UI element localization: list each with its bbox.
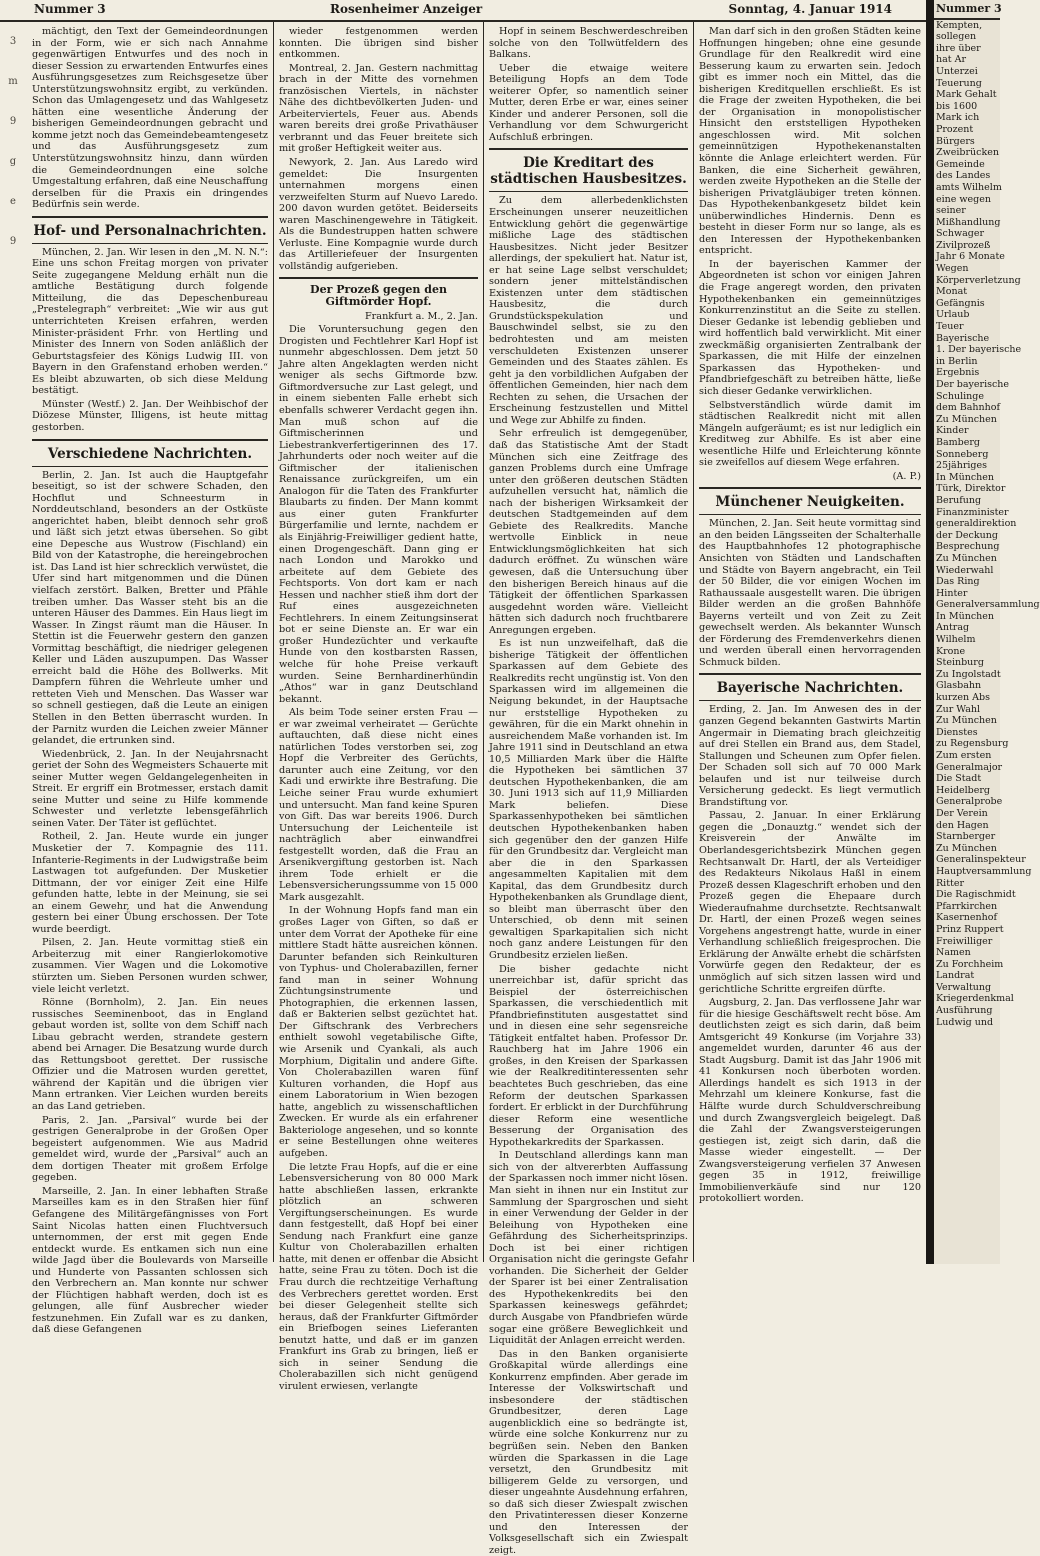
section-rule xyxy=(32,216,268,218)
section-rule xyxy=(32,466,268,467)
article-text: Ueber die etwaige weitere Beteiligung Hopfs an dem Tode weiterer Opfer, so namentlich seiner Mutter, deren Erbe er war, eines seiner Kinder und anderer Personen, soll die Verhandlung vor dem Schwurgericht Aufschluß erbringen. xyxy=(489,62,688,143)
article-text: München, 2. Jan. Wir lesen in den „M. N. N.“: Eine uns schon Freitag morgen von privater Seite zugegangene Meldung erhält nun die amtliche Bestätigung durch folgende Mitteilung, die das Depeschenbureau „Prestelegraph“ verbreitet: „Wie wir aus gut unterrichteten Kreisen erfahren, werden Minister-präsident Frhr. von Hertling und Minister des Innern von Soden anläßlich der Geburtstagsfeier des Königs Ludwig III. von Bayern in den Grafenstand erhoben werden.“ Es bleibt abzuwarten, ob sich diese Meldung bestätigt. xyxy=(32,246,268,397)
adjacent-page-line: Hinter xyxy=(936,587,968,599)
article-text: Rönne (Bornholm), 2. Jan. Ein neues russisches Seeminenboot, das in England gebaut worden ist, sollte von dem Schiff nach Libau gebracht werden, strandete gestern abend bei Arnager. Die Besatzung wurde durch das Rettungsboot gerettet. Der russische Offizier und die Matrosen wurden gerettet, während der Kapitän und die übrigen vier Mann ertranken. Vier Leichen wurden bereits an das Land getrieben. xyxy=(32,997,268,1113)
adjacent-page-line: seiner xyxy=(936,205,966,217)
adjacent-page-line: Zu München xyxy=(936,715,997,727)
adjacent-page-line: Schulinge xyxy=(936,390,984,402)
margin-mark: e xyxy=(10,196,16,207)
adjacent-page-line: Wilhelm xyxy=(936,634,976,646)
section-heading-misc-news: Verschiedene Nachrichten. xyxy=(47,445,253,462)
column-divider xyxy=(483,22,484,1262)
article-heading-hopf-trial: Der Prozeß gegen den Giftmörder Hopf. xyxy=(310,283,447,309)
article-text: Zu dem allerbedenklichsten Erscheinungen unserer neuzeitlichen Entwicklung gehört die gegenwärtige mißliche Lage des städtischen Hausbesitzes. Nicht jeder Besitzer allerdings, der spekuliert hat. Natur ist, er hat seine Lage selbst verschuldet; sondern jener mittelständischen Existenzen unter dem städtischen Hausbesitz, die durch Grundstückspekulation und Bauschwindel selbst, sie zu den bedrohtesten und am meisten verschuldeten Existenzen unserer Gemeinden und des Staates zählen. Es geht ja den vorbildlichen Aufgaben der öffentlichen Gemeinden, hier nach dem Rechten zu sehen, die Ursachen der Erscheinung festzustellen und Mittel und Wege zur Abhilfe zu finden. xyxy=(489,195,688,426)
adjacent-page-line: Teuer xyxy=(936,321,964,333)
adjacent-page-line: Heidelberg xyxy=(936,784,991,796)
adjacent-page-line: Besprechung xyxy=(936,541,1000,553)
adjacent-page-line: In München xyxy=(936,471,995,483)
adjacent-page-line: Dienstes xyxy=(936,726,978,738)
article-text: Als beim Tode seiner ersten Frau — er war zweimal verheiratet — Gerüchte auftauchten, daß diese nicht eines natürlichen Todes verstorben sei, zog Hopf die Verbreiter des Gerüchts, darunter auch eine Zeitung, vor den Kadi und erwirkte ihre Bestrafung. Die Leiche seiner Frau wurde exhumiert und untersucht. Man fand keine Spuren von Gift. Das war bereits 1906. Durch Untersuchung der Leichenteile ist nachträglich aber einwandfrei festgestellt worden, daß die Frau an Arsenikvergiftung gestorben ist. Nach ihrem Tode erhielt er die Lebensversicherungssumme von 15 000 Mark ausgezahlt. xyxy=(279,707,478,903)
adjacent-page-line: Zur Wahl xyxy=(936,703,981,715)
adjacent-page-line: Zu München xyxy=(936,552,997,564)
adjacent-page-line: in Berlin xyxy=(936,355,978,367)
column-1 xyxy=(32,26,268,1336)
adjacent-page-line: Generalprobe xyxy=(936,796,1003,808)
adjacent-page-line: Zum ersten xyxy=(936,750,992,761)
adjacent-page-line: In München xyxy=(936,610,995,622)
adjacent-page-line: Generalmajor xyxy=(936,761,1003,773)
article-text: Selbstverständlich würde damit im städtischen Realkredit nicht mit allen Mängeln aufgeräumt; es ist nur lediglich ein Kreditweg zur Abhilfe. Es ist aber eine wesentliche Hilfe und Erleichterung könnte sie zweifellos auf diesem Wege erfahren. xyxy=(699,399,921,469)
margin-mark: 9 xyxy=(9,236,17,247)
section-heading-court-news: Hof- und Personalnachrichten. xyxy=(33,222,267,239)
section-rule xyxy=(32,439,268,441)
article-text: In der Wohnung Hopfs fand man ein großes Lager von Giften, so daß er unter dem Vorrat der Apotheke für eine mittlere Stadt hätte ausreichen können. Darunter befanden sich Reinkulturen von Typhus- und Cholerabazillen, ferner fand man in seiner Wohnung Züchtungsinstrumente und Photographien, die erkennen lassen, daß er Bakterien selbst gezüchtet hat. Der Giftschrank des Verbrechers enthielt sowohl vegetabilische Gifte, wie Arsenik und Cyankali, als auch Morphium, Digitalin und andere Gifte. Von Cholerabazillen waren fünf Kulturen vorhanden, die Hopf aus einem Laboratorium in Wien bezogen hatte, angeblich zu wissenschaftlichen Zwecken. Er wurde als ein erfahrener Bakteriologe angesehen, und so konnte er seine Bestellungen ohne weiteres aufgeben. xyxy=(279,905,478,1159)
adjacent-page-line: Landrat xyxy=(936,970,975,982)
article-text: wieder festgenommen werden konnten. Die übrigen sind bisher entkommen. xyxy=(279,26,478,61)
adjacent-page-line: hat Ar xyxy=(936,54,967,66)
adjacent-page-line: Bayerische xyxy=(936,332,990,344)
adjacent-page-line: dem Bahnhof xyxy=(936,402,1000,414)
adjacent-page-line: Sonneberg xyxy=(936,448,989,460)
issue-number: Nummer 3 xyxy=(34,2,106,16)
column-divider xyxy=(693,22,694,1262)
margin-mark: 9 xyxy=(9,116,17,127)
adjacent-page-line: Zivilprozeß xyxy=(936,239,991,251)
binding-margin-strip xyxy=(0,22,26,1264)
adjacent-page-line: 25jähriges xyxy=(936,460,987,472)
adjacent-page-line: Urlaub xyxy=(936,309,970,321)
adjacent-page-line: Berufung xyxy=(936,494,982,506)
adjacent-page-line: 1. Der bayerische xyxy=(936,344,1022,356)
masthead xyxy=(0,0,930,22)
adjacent-page-line: Mark ich xyxy=(936,112,980,124)
adjacent-page-line: bis 1600 xyxy=(936,100,978,112)
adjacent-page-line: Monat xyxy=(936,286,968,298)
article-text: Die bisher gedachte nicht unerreichbar ist, dafür spricht das Beispiel der österreichischen Sparkassen, die verschiedentlich mit Pfandbriefinstituten ausgestattet sind und in diesen eine sehr segensreiche Tätigkeit entfaltet haben. Professor Dr. Rauchberg hat im Jahre 1906 ein großes, in den Kreisen der Sparkassen wie der Realkreditinteressenten sehr beachtetes Buch geschrieben, das eine Reform der deutschen Sparkassen fordert. Er erblickt in der Durchführung dieser Reform eine wesentliche Besserung der Organisation des Hypothekarkredits der Sparkassen. xyxy=(489,963,688,1148)
adjacent-page-line: Zweibrücken xyxy=(936,147,999,159)
adjacent-page-line: Hauptversammlung xyxy=(936,865,1032,877)
article-text: Wiedenbrück, 2. Jan. In der Neujahrsnacht geriet der Sohn des Wegmeisters Schauerte mit seiner Mutter wegen Geldangelegenheiten in Streit. Er ergriff ein Brotmesser, erstach damit seine Mutter und seine zu Hilfe kommende Schwester und verletzte lebensgefährlich seinen Vater. Der Täter ist geflüchtet. xyxy=(32,748,268,829)
article-text: Sehr erfreulich ist demgegenüber, daß das Statistische Amt der Stadt München sich eine Zeitfrage des ganzen Problems durch eine Umfrage unter den größeren deutschen Städten aufzuhellen versucht hat, nämlich die nach der bisherigen Wirksamkeit der deutschen Stadtgemeinden auf dem Gebiete des Realkredits. Manche wertvolle Einblick in neue Entwicklungsmöglichkeiten hat sich dadurch eröffnet. Zu wünschen wäre gewesen, daß die Untersuchung über den bisherigen Bereich hinaus auf die Tätigkeit der öffentlichen Sparkassen ausgedehnt worden wäre. Vielleicht hätten sich dadurch noch fruchtbarere Anregungen ergeben. xyxy=(489,428,688,636)
adjacent-page-line: Kempten, xyxy=(936,19,983,31)
article-text: Die Voruntersuchung gegen den Drogisten und Fechtlehrer Karl Hopf ist nunmehr abgeschlossen. Dem jetzt 50 Jahre alten Angeklagten werden nicht weniger als sechs Giftmorde bzw. Giftmordversuche zur Last gelegt, und in einem siebenten Falle erhebt sich ebenfalls schwerer Verdacht gegen ihn. Man muß schon auf die Giftmischerinnen und Liebestrankverfertigerinnen des 17. Jahrhunderts oder noch weiter auf die Giftmischer der italienischen Renaissance zurückgreifen, um ein Analogon für die Taten des Frankfurter Blaubarts zu finden. Der Mann kommt aus einer guten Frankfurter Bürgerfamilie und lernte, nachdem er als Einjährig-Freiwilliger gedient hatte, einen Drogengeschäft. Dann ging er nach London und Marokko und arbeitete auf dem Gebiete des Fechtsports. Von dort kam er nach Hessen und nachher stieß ihm dort der Ruf eines ausgezeichneten Fechtlehrers. In einem Zeitungsinserat bot er seine Dienste an. Er war ein großer Hundezüchter und verkaufte Hunde von den kostbarsten Rassen, welche für hohe Preise verkauft wurden. Seine Bernhardinerhündin „Athos“ war in ganz Deutschland bekannt. xyxy=(279,324,478,705)
section-rule xyxy=(279,277,478,279)
section-rule xyxy=(489,191,688,192)
adjacent-page-line: Mark Gehalt xyxy=(936,89,997,101)
adjacent-page-line: Das Ring xyxy=(936,576,980,588)
article-text: Augsburg, 2. Jan. Das verflossene Jahr war für die hiesige Geschäftswelt recht böse. Am deutlichsten zeigt es sich darin, daß beim Amtsgericht 49 Konkurse (im Vorjahre 33) angemeldet wurden, darunter 46 aus der Stadt Augsburg. Damit ist das Jahr 1906 mit 41 Konkursen noch überboten worden. Allerdings handelt es sich 1913 in der Mehrzahl um kleinere Konkurse, fast die Hälfte wurde durch Schuldverschreibung und durch Zwangsvergleich beigelegt. Daß die Zahl der Zwangsversteigerungen gestiegen ist, zeigt sich darin, daß die Masse wieder eingestellt. — Der Zwangsversteigerung verfielen 37 Anwesen gegen 35 in 1912, freiwillige Immobilienverkäufe sind nur 120 protokolliert worden. xyxy=(699,997,921,1205)
adjacent-page-line: den Hagen xyxy=(936,819,989,831)
adjacent-page-line: Kinder xyxy=(936,425,969,437)
article-text: In der bayerischen Kammer der Abgeordneten ist schon vor einigen Jahren die Frage angeregt worden, den privaten Hypothekenbanken ein gemeinnütziges Konkurrenzinstitut an die Seite zu stellen. Dieser Gedanke ist lebendig geblieben und wird hoffentlich bald verwirklicht. Mit einer zweckmäßig organisierten Zentralbank der Sparkassen, die mit Hilfe der einzelnen Sparkassen das Hypotheken- und Pfandbriefgeschäft zu betreiben hätte, ließe sich dieser Gedanke verwirklichen. xyxy=(699,258,921,397)
adjacent-page-line: Antrag xyxy=(936,622,970,634)
adjacent-page-line: ihre über xyxy=(936,42,981,54)
adjacent-page-line: zu Regensburg xyxy=(936,738,1009,750)
adjacent-page-line: Zu München xyxy=(936,842,997,854)
adjacent-page-line: Freiwilliger xyxy=(936,935,993,947)
adjacent-page-line: Kasernenhof xyxy=(936,912,998,924)
adjacent-page-line: des Landes xyxy=(936,170,991,182)
adjacent-page-line: Generalversammlung xyxy=(936,599,1040,611)
article-text: München, 2. Jan. Seit heute vormittag sind an den beiden Längsseiten der Schalterhalle des Hauptbahnhofes 12 photographische Ansichten von Städten und Landschaften und Städte von Bayern angebracht, ein Teil der 50 Bilder, die vor einigen Wochen im Rathaussaale ausgestellt waren. Die übrigen Bilder werden an die großen Bahnhöfe Bayerns verteilt und von Zeit zu Zeit gewechselt werden. Als bekannter Wunsch der Förderung des Fremdenverkehrs dienen und werden überall einen hervorragenden Schmuck bilden. xyxy=(699,518,921,668)
adjacent-page-line: Starnberger xyxy=(936,831,996,843)
adjacent-page-line: Prozent xyxy=(936,123,974,135)
adjacent-page-line: amts Wilhelm xyxy=(936,181,1002,193)
article-text: Münster (Westf.) 2. Jan. Der Weihbischof der Diözese Münster, Illigens, ist heute mittag gestorben. xyxy=(32,398,268,433)
adjacent-page-fragment xyxy=(934,0,1040,1264)
article-text: Es ist nun unzweifelhaft, daß die bisherige Tätigkeit der öffentlichen Sparkassen auf dem Gebiete des Realkredits recht ungünstig ist. Von den Sparkassen wird im allgemeinen die Neigung bekundet, in der Hauptsache nur erststellige Hypotheken zu gewähren, für die ein Markt ohnehin in ausreichendem Maße vorhanden ist. Im Jahre 1911 sind in Deutschland an etwa 10,5 Milliarden Mark über die Hälfte die Hypotheken bei sämtlichen 37 deutschen Hypothekenbanken, die am 30. Juni 1913 sich auf 11,9 Milliarden Mark beliefen. Diese Sparkassenhypotheken bei sämtlichen deutschen Hypothekenbanken haben sich gegenüber den der ganzen Hilfe für den Grundbesitz dar. Vergleicht man aber die in den Sparkassen angesammelten Kapitalien mit dem Kapital, das dem Grundbesitz durch Hypothekenbanken als Grundlage dient, so bleibt man überrascht über den Unterschied, ob denn mit seinen gewaltigen Sparkapitalien sich nicht noch ganz andere Leistungen für den Grundbesitz erzielen ließen. xyxy=(489,638,688,962)
adjacent-page-line: Mißhandlung xyxy=(936,216,1001,228)
article-text: Erding, 2. Jan. Im Anwesen des in der ganzen Gegend bekannten Gastwirts Martin Angermair in Diemating brach gleichzeitig auf drei Stellen ein Brand aus, dem Stadel, Stallungen und Scheunen zum Opfer fielen. Der Schaden soll sich auf 70 000 Mark belaufen und ist nur teilweise durch Versicherung gedeckt. Es liegt vermutlich Brandstiftung vor. xyxy=(699,704,921,808)
adjacent-page-line: kurzen Abs xyxy=(936,692,990,704)
article-text: mächtigt, den Text der Gemeindeordnungen in der Form, wie er sich nach Annahme gegenwärtigen Entwurfes und des noch in dieser Session zu erwartenden Entwurfes eines Ausführungsgesetzes zum Reichsgesetze über Unterstützungswohnsitz ergibt, zu verkünden. Schon das Umlagengesetz und das Wahlgesetz hätten eine wesentliche Änderung der bisherigen Gemeindeordnungen gebracht und komme jetzt noch das Gemeindebeamtengesetz und das Ausführungsgesetz zum Unterstützungswohnsitz hinzu, dann würden die Gemeindeordnungen eine solche Umgestaltung erfahren, daß eine Neuschaffung derselben für die Praxis ein dringendes Bedürfnis sein werde. xyxy=(32,26,268,211)
adjacent-page-line: Pfarrkirchen xyxy=(936,900,998,912)
adjacent-page-line: Ergebnis xyxy=(936,367,980,379)
adjacent-page-line: Krone xyxy=(936,645,966,657)
adjacent-page-line: Kriegerdenkmal xyxy=(936,993,1014,1005)
adjacent-page-line: Zu Ingolstadt xyxy=(936,668,1001,680)
article-text: Montreal, 2. Jan. Gestern nachmittag brach in der Mitte des vornehmen französischen Viertels, in nächster Nähe des dichtbevölkerten Juden- und Arbeiterviertels, Feuer aus. Abends waren bereits drei große Privathäuser verbrannt und das Feuer breitete sich mit großer Heftigkeit weiter aus. xyxy=(279,62,478,155)
adjacent-page-line: Unterzei xyxy=(936,65,978,77)
article-text: Pilsen, 2. Jan. Heute vormittag stieß ein Arbeiterzug mit einer Rangierlokomotive zusammen. Vier Wagen und die Lokomotive stürzten um. Sieben Personen wurden schwer, viele leicht verletzt. xyxy=(32,937,268,995)
section-rule xyxy=(32,243,268,244)
adjacent-page-line: Prinz Ruppert xyxy=(936,923,1004,935)
margin-mark: g xyxy=(9,156,17,167)
adjacent-page-line: Der bayerische xyxy=(936,379,1010,390)
adjacent-page-line: der Deckung xyxy=(936,529,998,541)
article-heading-credit: Die Kreditart des städtischen Hausbesitzes. xyxy=(490,155,687,188)
adjacent-page-line: sollegen xyxy=(936,31,977,43)
adjacent-page-line: Wegen xyxy=(936,263,969,275)
adjacent-page-line: Zu München xyxy=(936,413,997,425)
section-rule xyxy=(699,487,921,489)
article-text: Paris, 2. Jan. „Parsival“ wurde bei der gestrigen Generalprobe in der Großen Oper begeistert aufgenommen. Wie aus Madrid gemeldet wird, wurde der „Parsival“ auch an dem dortigen Theater mit großem Erfolge gegeben. xyxy=(32,1114,268,1184)
adjacent-page-line: Glasbahn xyxy=(936,680,982,692)
adjacent-page-line: Jahr 6 Monate xyxy=(936,251,1005,263)
adjacent-page-line: Teuerung xyxy=(936,77,982,89)
adjacent-page-line: Gefängnis xyxy=(936,297,985,309)
article-text: Das in den Banken organisierte Großkapital würde allerdings eine Konkurrenz empfinden. Aber gerade im Interesse der Volkswirtschaft und insbesondere der städtischen Grundbesitzer, deren Lage augenblicklich eine so bedrängte ist, würde eine solche Konkurrenz nur zu begrüßen sein. Neben den Banken würden die Sparkassen in die Lage versetzt, den Grundbesitz mit billigerem Gelde zu versorgen, und dieser ungeahnte Ausdehnung erfahren, so daß sich dieser Zwiespalt zwischen den Privatinteressen dieser Konzerne und den Interessen der Volksgesellschaft sich ein Zwiespalt zeigt. xyxy=(489,1348,688,1556)
section-rule xyxy=(489,148,688,150)
adjacent-page-header: Nummer 3 xyxy=(934,0,1000,20)
page-gutter xyxy=(926,0,934,1264)
margin-mark: 3 xyxy=(9,36,17,47)
adjacent-page-line: Verwaltung xyxy=(936,981,992,993)
adjacent-page-line: Der Verein xyxy=(936,807,988,819)
adjacent-page-line: Schwager xyxy=(936,228,984,240)
article-text: Passau, 2. Januar. In einer Erklärung gegen die „Donauztg.“ wendet sich der Kreisverein der Anwälte im Oberlandesgerichtsbezirk München gegen Rechtsanwalt Dr. Hartl, der als Verteidiger des Redakteurs Nikolaus Haßl in einem Prozeß dessen Klageschrift erhoben und den Prozeß gegen die Ehepaare durch Wiederaufnahme durchsetzte. Rechtsanwalt Dr. Hartl, der einen Prozeß wegen seines Vorgehens angestrengt hatte, wurde in einer Verhandlung schließlich freigesprochen. Die Erklärung der Anwälte erhebt die schärfsten Vorwürfe gegen den Redakteur, der es unmöglich auf sich sitzen lassen wird und gerichtliche Schritte ergreifen dürfte. xyxy=(699,810,921,995)
adjacent-page-line: Türk, Direktor xyxy=(936,483,1006,495)
article-text: Hopf in seinem Beschwerdeschreiben solche von den Tollwütfeldern des Balkans. xyxy=(489,26,688,61)
article-text: In Deutschland allerdings kann man sich von der altvererbten Auffassung der Sparkassen noch immer nicht lösen. Man sieht in ihnen nur ein Institut zur Sammlung der Spargroschen und sieht in einer Verwendung der Gelder in der Beleihung von Hypotheken eine Gefährdung des Sicherheitsprinzips. Doch ist bei einer richtigen Organisation nicht die geringste Gefahr vorhanden. Die Sicherheit der Gelder der Sparer ist bei einer Zentralisation des Hypothekenkredits bei den Sparkassen keineswegs gefährdet; durch Ausgabe von Pfandbriefen würde sogar eine größere Beweglichkeit und Liquidität der Anlagen erreicht werden. xyxy=(489,1150,688,1347)
newspaper-title: Rosenheimer Anzeiger xyxy=(330,2,483,16)
adjacent-page-line: Ritter xyxy=(936,877,964,889)
adjacent-page-line: Wiederwahl xyxy=(936,564,994,576)
section-rule xyxy=(699,700,921,701)
article-text: Newyork, 2. Jan. Aus Laredo wird gemeldet: Die Insurgenten unternahmen morgens einen verzweifelten Sturm auf Nuevo Laredo. 200 davon wurden getötet. Beiderseits waren Maschinengewehre in Tätigkeit. Als die Bundestruppen hatten schwere Verluste. Eine Kompagnie wurde durch das Artilleriefeuer der Insurgenten vollständig aufgerieben. xyxy=(279,157,478,272)
author-signature: (A. P.) xyxy=(892,470,921,482)
adjacent-page-line: Finanzminister xyxy=(936,506,1009,518)
section-heading-bavarian-news: Bayerische Nachrichten. xyxy=(716,680,904,697)
column-2 xyxy=(279,26,478,1392)
adjacent-page-line: Bürgers xyxy=(936,135,975,147)
article-text: Rotheil, 2. Jan. Heute wurde ein junger Musketier der 7. Kompagnie des 111. Infanterie-Regiments in der Ludwigstraße beim Lastwagen tot aufgefunden. Der Musketier Dittmann, der vor einiger Zeit eine Hilfe gefunden hatte, lebte in der Meinung, sie sei an einem Gewehr, und hat die Anwendung gestern bei einer Übung erschossen. Der Tote wurde beerdigt. xyxy=(32,831,268,935)
adjacent-page-line: eine wegen xyxy=(936,193,991,205)
article-text: Man darf sich in den großen Städten keine Hoffnungen hingeben; ohne eine gesunde Grundlage für den Realkredit wird eine Besserung kaum zu erwarten sein. Jedoch gibt es immer noch ein Mittel, das die bisherigen Kreditquellen erschließt. Es ist die Frage der zweiten Hypotheken, die bei der Organisation in monopolistischer Hinsicht den erststelligen Hypotheken angeschlossen wird. Mit solchen gemeinnützigen Hypothekenanstalten könnte die Anlage erleichtert werden. Für Banken, die eine Sicherheit gewähren, werden zweite Hypotheken an die Stelle der bisherigen Privatgläubiger treten können. Das Hypothekenbankgesetz bildet kein unüberwindliches Hindernis. Denn es besteht in dieser Form nur so lange, als es den Interessen der Hypothekenbanken entspricht. xyxy=(699,26,921,257)
adjacent-page-line: Die Ragischmidt xyxy=(936,889,1016,901)
adjacent-page-line: Die Stadt xyxy=(936,773,982,785)
adjacent-page-line: Bamberg xyxy=(936,436,980,448)
article-text: Berlin, 2. Jan. Ist auch die Hauptgefahr beseitigt, so ist der schwere Schaden, den Hochflut und Schneesturm in Norddeutschland, besonders an der Ostküste angerichtet haben, bleibt dennoch sehr groß und läßt sich jetzt etwas übersehen. So gibt eine Depesche aus Wustrow (Fischland) ein Bild von der Katastrophe, die hereingebrochen ist. Das Land ist hier schrecklich verwüstet, die Ufer sind hart mitgenommen und die Dünen vielfach zerstört. Balken, Bretter und Pfähle treiben umher. Das Wasser steht bis an die unteren Häuser des Dammes. Ein Haus liegt im Wasser. In Zingst räumt man die Häuser. In Stettin ist die Feuerwehr gestern den ganzen Vormittag beschäftigt, die niedriger gelegenen Keller und Läden auszupumpen. Das Wasser erreicht bald die Höhe des Bollwerks. Mit Dampfern führen die Wehrleute umher und retteten Vieh und Menschen. Das Wasser war so schnell gestiegen, daß die Leute an einigen Stellen in den Betten überrascht wurden. In der Parnitz wurden die Leichen zweier Männer gelandet, die ertrunken sind. xyxy=(32,469,268,747)
column-divider xyxy=(273,22,274,1262)
adjacent-page-line: Körperverletzung xyxy=(936,274,1021,286)
article-text: Die letzte Frau Hopfs, auf die er eine Lebensversicherung von 80 000 Mark hatte abschließen lassen, erkrankte plötzlich an schweren Vergiftungserscheinungen. Es wurde dann festgestellt, daß Hopf bei einer Sendung nach Frankfurt eine ganze Kultur von Cholerabazillen erhalten hatte, mit denen er offenbar die Absicht hatte, seine Frau zu töten. Doch ist die Frau durch die rechtzeitige Verhaftung des Verbrechers gerettet worden. Erst bei dieser Gelegenheit stellte sich heraus, daß der Frankfurter Giftmörder ein Briefbogen seines Lieferanten benutzt hatte, und daß er im ganzen Frankfurt ins Grab zu bringen, ließ er sich in seiner Sendung die Cholerabazillen sich nicht genügend virulent erwiesen, verlangte xyxy=(279,1161,478,1392)
adjacent-page-line: Gemeinde xyxy=(936,158,985,170)
section-heading-munich-news: Münchener Neuigkeiten. xyxy=(715,494,905,511)
adjacent-page-lines xyxy=(934,19,1040,1029)
margin-mark: m xyxy=(8,76,18,87)
adjacent-page-line: Generalinspekteur xyxy=(936,854,1026,866)
section-rule xyxy=(699,514,921,515)
article-text: Marseille, 2. Jan. In einer lebhaften Straße Marseilles kam es in den Straßen hier fünf Gefangene des Militärgefängnisses von Fort Saint Nicolas hatten einen Fluchtversuch unternommen, der erst mit gegen Ende entdeckt wurde. Es entkamen sich nun eine wilde Jagd über die Boulevards von Marseille und Hunderte von Passanten schlossen sich den Verbrechern an. Man konnte nur schwer der Flüchtigen habhaft werden, doch ist es gelungen, alle fünf Ausbrecher wieder festzunehmen. Ein Zufall war es zu danken, daß diese Gefangenen xyxy=(32,1185,268,1336)
section-rule xyxy=(699,673,921,675)
adjacent-page-line: Ausführung xyxy=(936,1005,993,1017)
adjacent-page-line: Ludwig und xyxy=(936,1016,994,1028)
adjacent-page-line: Steinburg xyxy=(936,657,984,669)
column-3 xyxy=(489,26,688,1556)
dateline: Frankfurt a. M., 2. Jan. xyxy=(364,310,478,322)
adjacent-page-line: Namen xyxy=(936,947,971,959)
adjacent-page-line: generaldirektion xyxy=(936,518,1017,530)
column-4 xyxy=(699,26,921,1260)
issue-date: Sonntag, 4. Januar 1914 xyxy=(728,2,892,16)
adjacent-page-line: Zu Forchheim xyxy=(936,958,1004,970)
